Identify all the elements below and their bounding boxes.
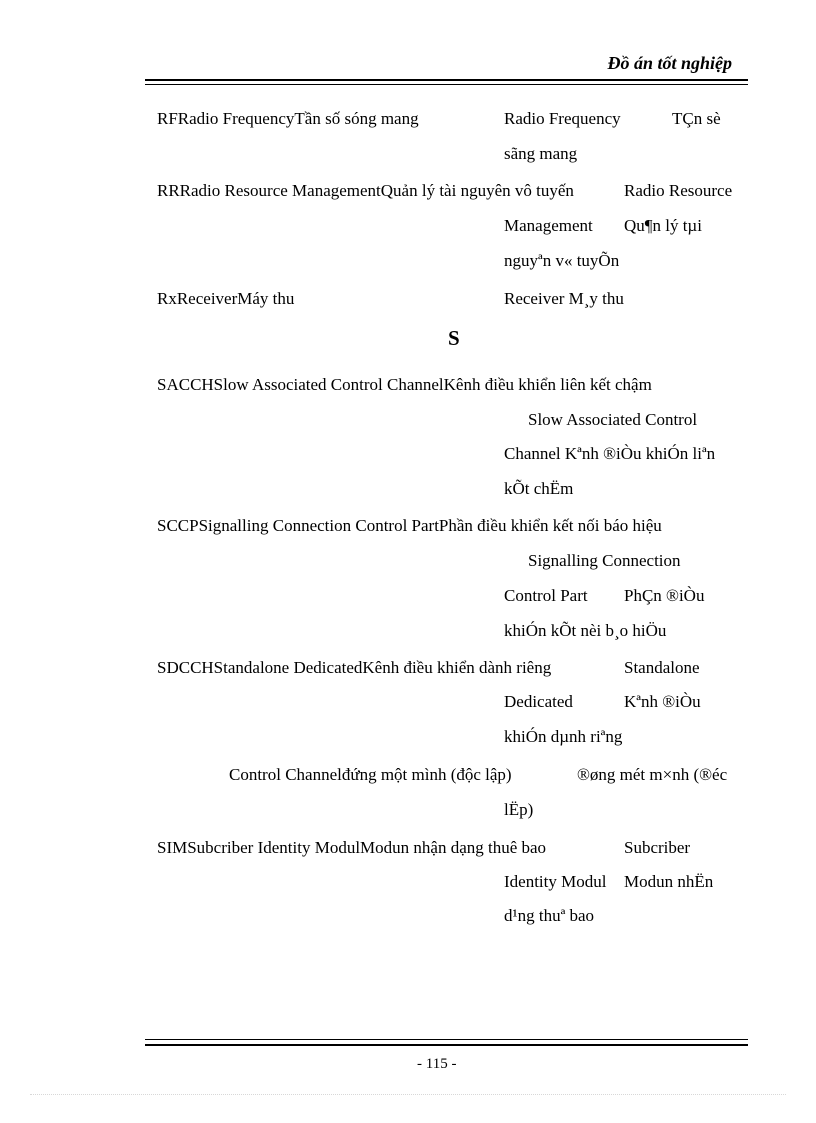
entry-rr-english-cont: Management	[504, 216, 593, 235]
footer-rule-bottom	[145, 1044, 748, 1046]
entry-sacch-vn-legacy: Channel Kªnh ®iÒu khiÓn liªn	[504, 444, 716, 463]
entry-rx-term: RxReceiverMáy thu	[157, 289, 295, 308]
entry-rf-english: Radio Frequency	[504, 109, 621, 128]
header-rule-bottom	[145, 84, 748, 85]
entry-sdcch-english: Standalone	[624, 658, 700, 677]
entry-sdcch-term: SDCCHStandalone DedicatedKênh điều khiển dành riêng	[157, 658, 552, 677]
entry-sdcch-vn-legacy: Kªnh ®iÒu	[624, 692, 701, 711]
entry-rr-english: Radio Resource	[624, 181, 733, 200]
entry-sccp-vn-legacy: PhÇn ®iÒu	[624, 586, 705, 605]
header-title: Đồ án tốt nghiệp	[607, 53, 732, 73]
entry-rf-vn-legacy: TÇn sè	[672, 109, 721, 128]
entry-sacch-vn-legacy-cont: kÕt chËm	[504, 479, 574, 498]
entry-sdcch-term-cont: Control Channelđứng một mình (độc lập)	[229, 765, 512, 784]
entry-sim-vn-legacy: Modun nhËn	[624, 872, 714, 891]
entry-sim-english-cont: Identity Modul	[504, 872, 607, 891]
section-letter: S	[448, 326, 460, 350]
entry-sccp-english-cont: Control Part	[504, 586, 588, 605]
entry-sccp-english: Signalling Connection	[528, 551, 681, 570]
entry-rr-vn-legacy-cont: nguyªn v« tuyÕn	[504, 251, 620, 270]
entry-sim-english: Subcriber	[624, 838, 691, 857]
entry-rr-vn-legacy: Qu¶n lý tµi	[624, 216, 702, 235]
header-rule-top	[145, 79, 748, 81]
entry-sacch-english: Slow Associated Control	[528, 410, 698, 429]
entry-sim-vn-legacy-cont: d¹ng thuª bao	[504, 906, 595, 925]
page-edge-divider	[30, 1094, 786, 1095]
entry-rf-term: RFRadio FrequencyTần số sóng mang	[157, 109, 419, 128]
entry-sccp-vn-legacy-cont: khiÓn kÕt nèi b¸o hiÖu	[504, 621, 667, 640]
entry-rx-translation: Receiver M¸y thu	[504, 289, 624, 308]
footer-rule-top	[145, 1039, 748, 1040]
entry-sdcch-vn-legacy-cont: khiÓn dµnh riªng	[504, 727, 623, 746]
entry-rf-vn-legacy-cont: sãng mang	[504, 144, 578, 163]
entry-sim-term: SIMSubcriber Identity ModulModun nhận dạng thuê bao	[157, 838, 547, 857]
entry-sacch-term: SACCHSlow Associated Control ChannelKênh điều khiển liên kết chậm	[157, 375, 652, 394]
entry-sdcch-vn-legacy-line2: ®øng mét m×nh (®éc	[577, 765, 728, 784]
page-number: - 115 -	[417, 1056, 457, 1072]
entry-sdcch-vn-legacy-line3: lËp)	[504, 800, 534, 819]
entry-sccp-term: SCCPSignalling Connection Control PartPhần điều khiển kết nối báo hiệu	[157, 516, 662, 535]
entry-rr-term: RRRadio Resource ManagementQuản lý tài nguyên vô tuyến	[157, 181, 574, 200]
entry-sdcch-english-cont: Dedicated	[504, 692, 573, 711]
